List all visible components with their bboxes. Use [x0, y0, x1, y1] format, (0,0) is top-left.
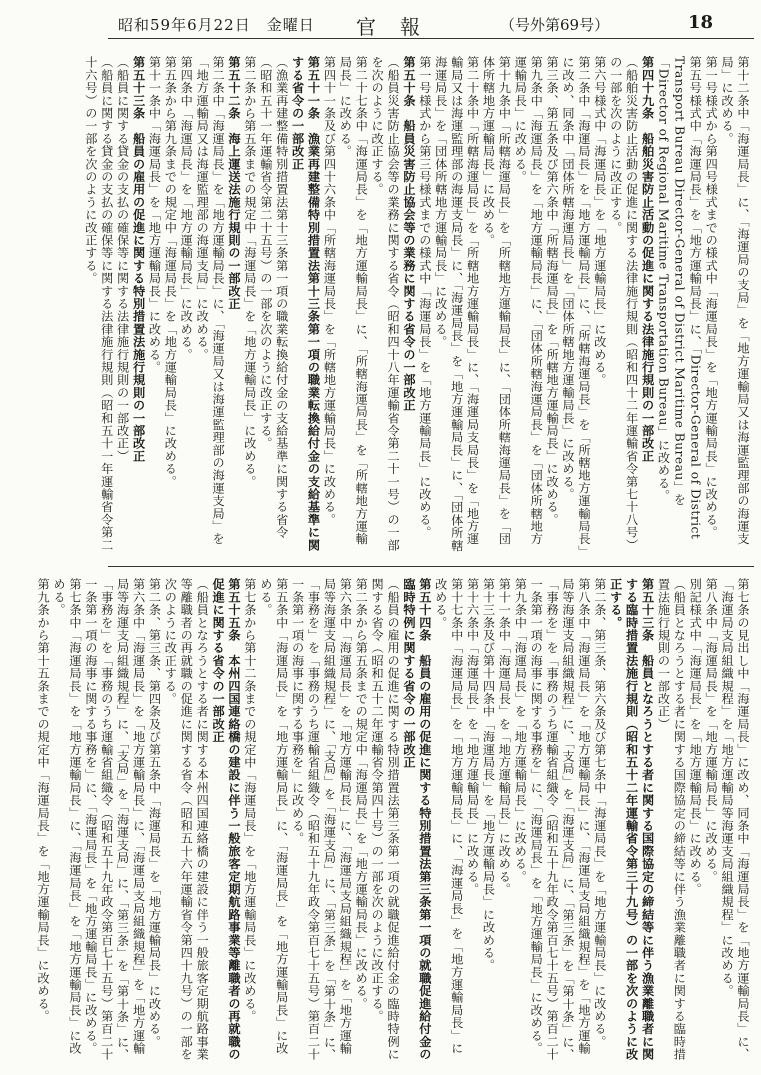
- paragraph: 第二十条中「所轄海運局長」を「所轄地方運輸局長」に、「海運局支局長」を「地方運輸局又は海運監理部の海運支局長」に、「海運局長」を「地方運輸局長」に、「団体所轄海運局長」を「団体所轄地方運輸局長」に改める。: [433, 56, 480, 552]
- paragraph: 第十三条及び第十四条中「海運局長」を「地方運輸局長」に改める。: [481, 578, 496, 972]
- paragraph: 第六条中「海運局長」を「地方運輸局長」に、「海運局支局組織規程」を「地方運輸局等海運支局組織規程」に、「支局」を「海運支局」に、「第三条」を「第十条」に、「事務を」を「事務のうち運輸省組織令（昭和五十九年政令第百七十五号）第百二十一条第一項の海事に関する事務を」に改める。: [290, 578, 353, 1062]
- paragraph: 第二条中「海運局長」を「地方運輸局長」に、「所轄海運局長」を「所轄地方運輸局長」に改め、同条中「団体所轄海運局長」を「団体所轄地方運輸局長」に改める。: [561, 56, 591, 552]
- gazette-title: 官報: [356, 15, 444, 39]
- paragraph: 第五十四条 船員の雇用の促進に関する特別措置法第三条第一項の就職促進給付金の臨時特例に関する省令の一部改正: [401, 578, 432, 1061]
- paragraph: 第三条、第五条及び第六条中「所轄海運局長」を「所轄地方運輸局長」に改める。: [545, 56, 560, 526]
- paragraph: 第四条中「海運局長」を「地方運輸局長」に改める。: [179, 56, 194, 361]
- paragraph: 第十七条中「海運局長」を「地方運輸局長」に、「海運局長」を「地方運輸局長」に改める。: [433, 578, 464, 1055]
- header-rule: [108, 38, 754, 39]
- paragraph: 第五十条 船員災害防止協会等の業務に関する省令の一部改正: [401, 56, 416, 412]
- paragraph: 第四十一条及び第四十六条中「所轄海運局長」を「所轄地方運輸局長」に改める。: [322, 56, 337, 526]
- paragraph: 第二条から第五条までの規定中「海運局長」を「地方運輸局長」に改める。: [354, 578, 369, 1010]
- page-number: 18: [688, 12, 714, 33]
- paragraph: 第九条中「海運局長」を「地方運輸局長」に改める。: [513, 578, 528, 883]
- issue-number: （号外第69号）: [500, 16, 610, 34]
- paragraph: 第十九条中「所轄海運局長」を「所轄地方運輸局長」に、「団体所轄海運局長」を「団体所轄地方運輸局長」に改める。: [481, 56, 512, 546]
- paragraph: 第八条中「海運局長」を「地方運輸局長」に改める。: [704, 578, 719, 883]
- lower-text-block: [36, 578, 750, 1064]
- paragraph: 第二条中「海運局長」を「地方運輸局長」に、「海運局又は海運監理部の海運支局」を「地方運輸局又は海運監理部の海運支局」に改める。: [195, 56, 226, 546]
- paragraph: 第七条の見出し中「海運局長」に改め、同条中「海運局長」を「地方運輸局長」に、「海運局支局組織規程」を「地方運輸局等海運支局組織規程」に改める。: [720, 578, 750, 1061]
- paragraph: 第四十九条 船舶災害防止活動の促進に関する法律施行規則の一部改正: [640, 56, 655, 463]
- paragraph: （船員に関する貸金の支払の確保等に関する法律施行規則の一部改正）: [115, 56, 130, 463]
- paragraph: 第六条中「海運局長」を「地方運輸局長」に、「海運局支局組織規程」を「地方運輸局等海運支局組織規程」に、「支局」を「海運支局」に、「第三条」を「第十条」に、「事務を」を「事務のうち運輸省組織令（昭和五十九年政令第百七十五号）第百二十一条第一項の海事に関する事務を」に、「海運局長」を「地方運輸局長」に改める。: [83, 578, 146, 1062]
- paragraph: 第二条、第三条、第四条及び第五条中「海運局長」を「地方運輸局長」に改める。: [147, 578, 162, 1048]
- paragraph: 第八条中「海運局長」を「地方運輸局長」に、「海運局支局組織規程」を「地方運輸局等海運支局組織規程」に、「支局」を「海運支局」に、「第三条」を「第十条」に、「事務を」を「事務のうち運輸省組織令（昭和五十九年政令第百七十五号）第百二十一条第一項の海事に関する事務を」に、「海運局長」を「地方運輸局長」に改める。: [529, 578, 591, 1062]
- paragraph: 第二十七条中「海運局長」を「地方運輸局長」に、「所轄海運局長」を「所轄地方運輸局長」に改める。: [338, 56, 369, 546]
- paragraph: （船員となろうとする者に関する本州四国連絡橋の建設に伴う一般旅客定期航路事業等離職者の再就職の促進に関する省令（昭和五十六年運輸省令第四十九号）の一部を次のように改正する。: [163, 578, 210, 1061]
- paragraph: （船員となろうとする者に関する国際協定の締結等に伴う漁業離職者に関する臨時措置法施行規則の一部改正）: [656, 578, 687, 1061]
- paragraph: 第二条、第三条、第六条及び第七条中「海運局長」を「地方運輸局長」に改める。: [592, 578, 607, 1048]
- paragraph: 第十六条中「海運局長」を「地方運輸局長」に改める。: [465, 578, 480, 896]
- issue-date: 昭和59年6月22日 金曜日: [118, 16, 315, 34]
- paragraph: 第五十二条 海上運送法施行規則の一部改正: [227, 56, 241, 310]
- paragraph: 第五十一条 漁業再建整備特別措置法第十三条第一項の職業転換給付金の支給基準に関する省令の一部改正: [290, 56, 321, 552]
- paragraph: 第六号様式中「海運局長」を「地方運輸局長」に改める。: [592, 56, 607, 387]
- paragraph: 第一号様式から第三号様式までの様式中「海運局長」を「地方運輸局長」に改める。: [417, 56, 432, 539]
- paragraph: 第五条から第九条までの規定中「海運局長」を「地方運輸局長」に改める。: [163, 56, 178, 488]
- paragraph: 第十二条中「海運局長」に、「海運局の支局」を「地方運輸局又は海運監理部の海運支局」に改める。: [720, 56, 750, 546]
- section-divider: [108, 566, 754, 567]
- paragraph: 第五十五条 本州四国連絡橋の建設に伴う一般旅客定期航路事業等離職者の再就職の促進に関する省令の一部改正: [211, 578, 241, 1061]
- paragraph: 第五号様式中「海運局長」を「地方運輸局長」に、「Director-General of District Transport Bureau Director-General of District Maritime Bureau」を「Director of Regional Maritime Transportation Bureau」に改める。: [656, 56, 703, 540]
- paragraph: 別記様式中「海運局長」を「地方運輸局長」に改める。: [688, 578, 703, 896]
- paragraph: （船員に関する貸金の支払の確保等に関する法律施行規則（昭和五十一年運輸省令第二十六号）の一部を次のように改正する。: [83, 56, 114, 552]
- paragraph: 第二条から第五条までの規定中「海運局長」を「地方運輸局長」に改める。: [242, 56, 257, 488]
- paragraph: 第十一条中「海運局長」を「地方運輸局長」に改める。: [147, 56, 162, 374]
- paragraph: （船員災害防止協会等の業務に関する省令（昭和四十八年運輸省令第二十一号）の一部を次のように改正する。: [370, 56, 401, 552]
- paragraph: 第五条中「海運局長」を「地方運輸局長」に、「海運局長」を「地方運輸局長」に改める。: [258, 578, 289, 1055]
- upper-text-block: [62, 56, 750, 556]
- paragraph: 第五十三条 船員となろうとする者に関する国際協定の締結等に伴う漁業離職者に関する臨時措置法施行規則（昭和五十二年運輸省令第三十九号）の一部を次のように改正する。: [608, 578, 655, 1061]
- paragraph: 第九条中「海運局長」を「地方運輸局長」に、「団体所轄海運局長」を「団体所轄地方運輸局長」に改める。: [513, 56, 544, 546]
- paragraph: （船舶災害防止活動の促進に関する法律施行規則（昭和四十二年運輸省令第七十八号）の一部を次のように改正する。: [608, 56, 639, 552]
- paragraph: 第五十三条 船員の雇用の促進に関する特別措置法施行規則の一部改正: [131, 56, 146, 463]
- paragraph: 第七条から第十二条までの規定中「海運局長」を「地方運輸局長」に改める。: [242, 578, 257, 1023]
- paragraph: （漁業再建整備特別措置法第十三条第一項の職業転換給付金の支給基準に関する省令（昭和五十一年運輸省令第二十五号）の一部を次のように改正する。: [258, 56, 289, 539]
- paragraph: 第九条から第十五条までの規定中「海運局長」を「地方運輸局長」に改める。: [36, 578, 51, 1023]
- paragraph: （船員の雇用の促進に関する特別措置法第三条第一項の就職促進給付金の臨時特例に関する省令（昭和五十二年運輸省令第四十号）の一部を次のように改正する。: [370, 578, 401, 1061]
- paragraph: 第七条中「海運局長」を「地方運輸局長」に、「海運局長」を「地方運輸局長」に改める。: [52, 578, 82, 1055]
- paragraph: 第十一条中「海運局長」を「地方運輸局長」に改める。: [497, 578, 512, 896]
- paragraph: 第一号様式から第四号様式までの様式中「海運局長」を「地方運輸局長」に改める。: [704, 56, 719, 539]
